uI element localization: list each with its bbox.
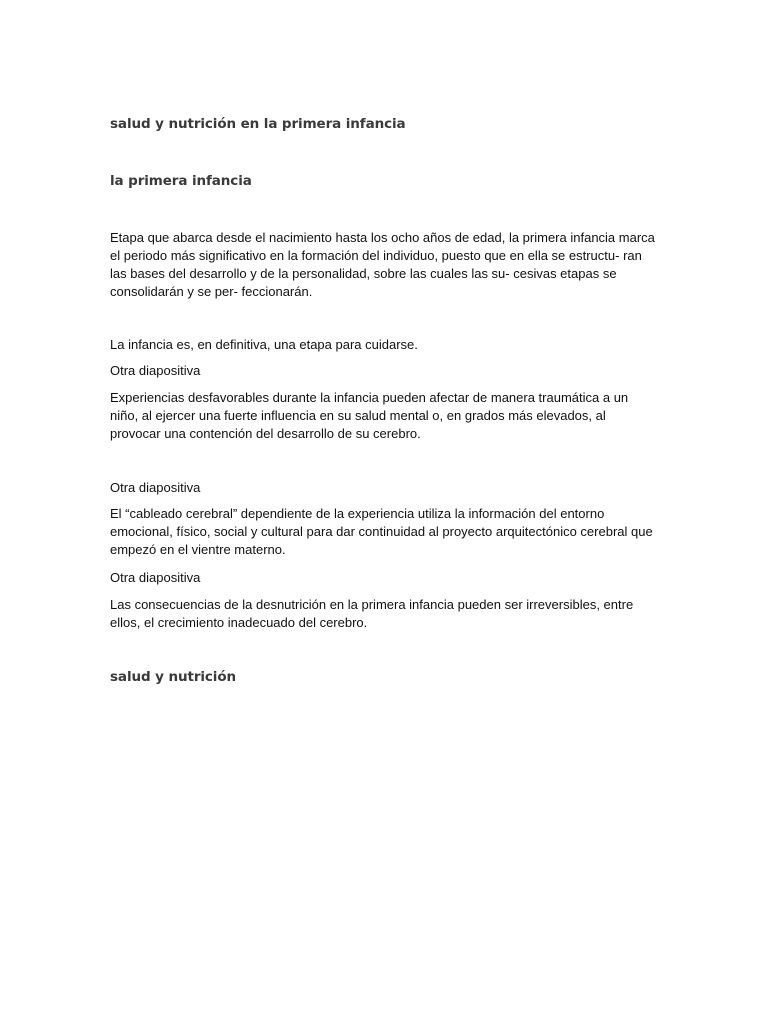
- paragraph-experiencias: Experiencias desfavorables durante la infancia pueden afectar de manera traumática a un niño, al ejercer una fuerte influencia en su salud mental o, en grados más elevados, al provocar una contención del desarrollo de su cerebro.: [110, 390, 629, 441]
- line-cuidarse: La infancia es, en definitiva, una etapa para cuidarse.: [110, 337, 418, 352]
- slide-label-1: Otra diapositiva: [110, 363, 201, 378]
- paragraph-cableado: El “cableado cerebral” dependiente de la experiencia utiliza la información del entorno emocional, físico, social y cultural para dar continuidad al proyecto arquitectónico cerebral que empezó en el vientre materno.: [110, 506, 653, 557]
- paragraph-consecuencias: Las consecuencias de la desnutrición en la primera infancia pueden ser irreversibles, entre ellos, el crecimiento inadecuado del cerebro.: [110, 597, 634, 630]
- document-title: salud y nutrición en la primera infancia: [110, 116, 406, 132]
- section-heading-primera-infancia: la primera infancia: [110, 173, 252, 189]
- paragraph-etapa: Etapa que abarca desde el nacimiento hasta los ocho años de edad, la primera infancia marca el periodo más significativo en la formación del individuo, puesto que en ella se estructu- ran las bases del desarrollo y de la personalidad, sobre las cuales las su- cesivas etapas se consolidarán y se per- feccionarán.: [110, 230, 655, 299]
- slide-label-2: Otra diapositiva: [110, 480, 201, 495]
- section-heading-salud-nutricion: salud y nutrición: [110, 669, 237, 685]
- slide-label-3: Otra diapositiva: [110, 570, 201, 585]
